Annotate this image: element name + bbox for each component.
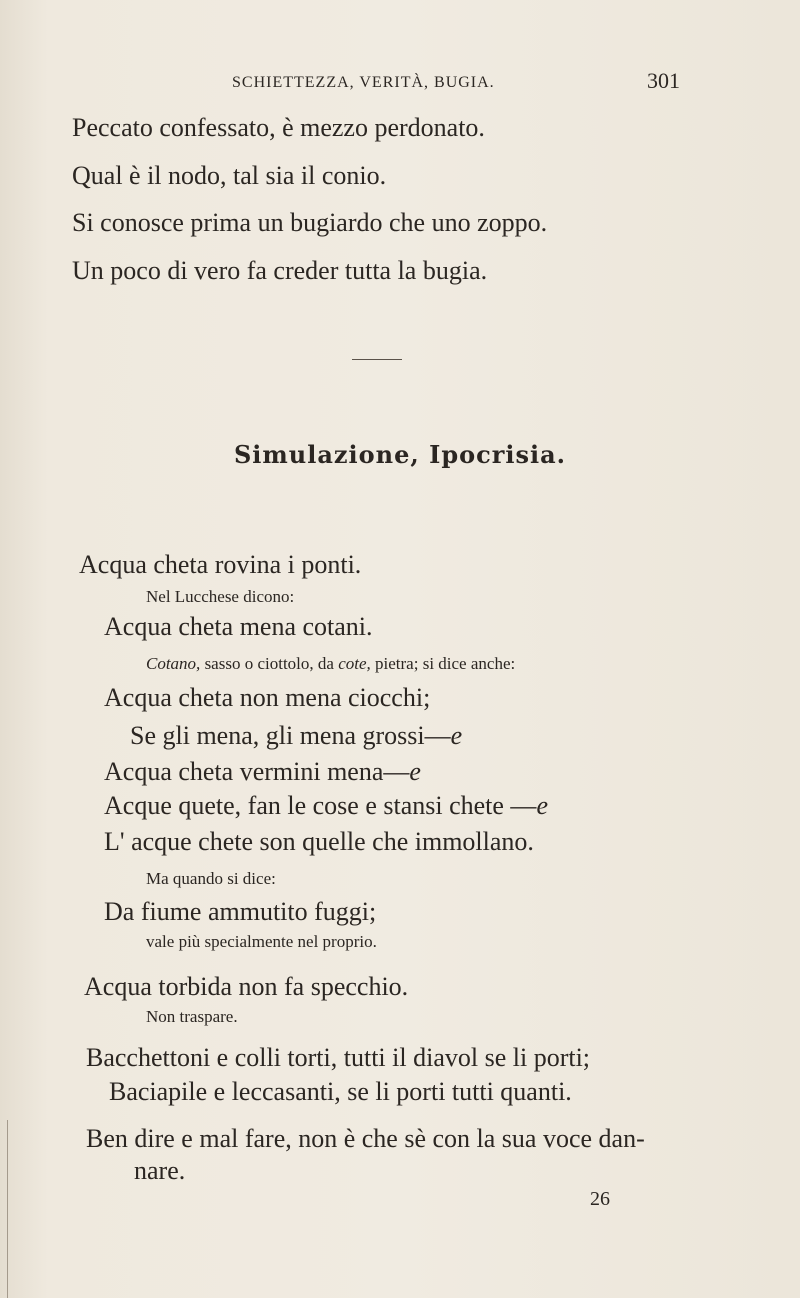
proverb-line: Ben dire e mal fare, non è che sè con la sua voce dan- [86,1124,645,1153]
running-head: SCHIETTEZZA, VERITÀ, BUGIA. [232,74,495,91]
proverb-line: Baciapile e leccasanti, se li porti tutti quanti. [109,1077,572,1106]
proverb-line: Acqua cheta non mena ciocchi; [104,683,431,712]
commentary-line: vale più specialmente nel proprio. [146,932,377,951]
proverb-line: Acqua cheta rovina i ponti. [79,550,362,579]
proverb-line: Se gli mena, gli mena grossi—e [130,721,463,750]
section-title: Simulazione, Ipocrisia. [233,440,567,469]
term: Cotano, [146,654,201,673]
proverb-line: Un poco di vero fa creder tutta la bugia. [72,256,488,285]
commentary-line: Cotano, sasso o ciottolo, da cote, pietra; si dice anche: [146,654,516,673]
term: cote, [338,654,371,673]
commentary-line: Non traspare. [146,1007,238,1026]
proverb-line: Acqua cheta mena cotani. [104,612,373,641]
proverb-line: Da fiume ammutito fuggi; [104,897,377,926]
commentary-line: Ma quando si dice: [146,869,276,888]
proverb-line: Bacchettoni e colli torti, tutti il diavol se li porti; [86,1043,591,1072]
proverb-line: nare. [134,1156,186,1185]
section-divider [352,359,402,360]
proverb-line: Qual è il nodo, tal sia il conio. [72,161,387,190]
commentary-line: Nel Lucchese dicono: [146,587,295,606]
page-edge [0,1120,8,1298]
proverb-line: Acqua cheta vermini mena—e [104,757,421,786]
proverb-line: Acqua torbida non fa specchio. [84,972,409,1001]
proverb-line: Peccato confessato, è mezzo perdonato. [72,113,485,142]
page-number: 301 [647,68,680,93]
proverb-line: Acque quete, fan le cose e stansi chete —e [104,791,548,820]
proverb-line: Si conosce prima un bugiardo che uno zoppo. [72,208,548,237]
proverb-line: L' acque chete son quelle che immollano. [104,827,534,856]
signature-mark: 26 [590,1188,610,1210]
